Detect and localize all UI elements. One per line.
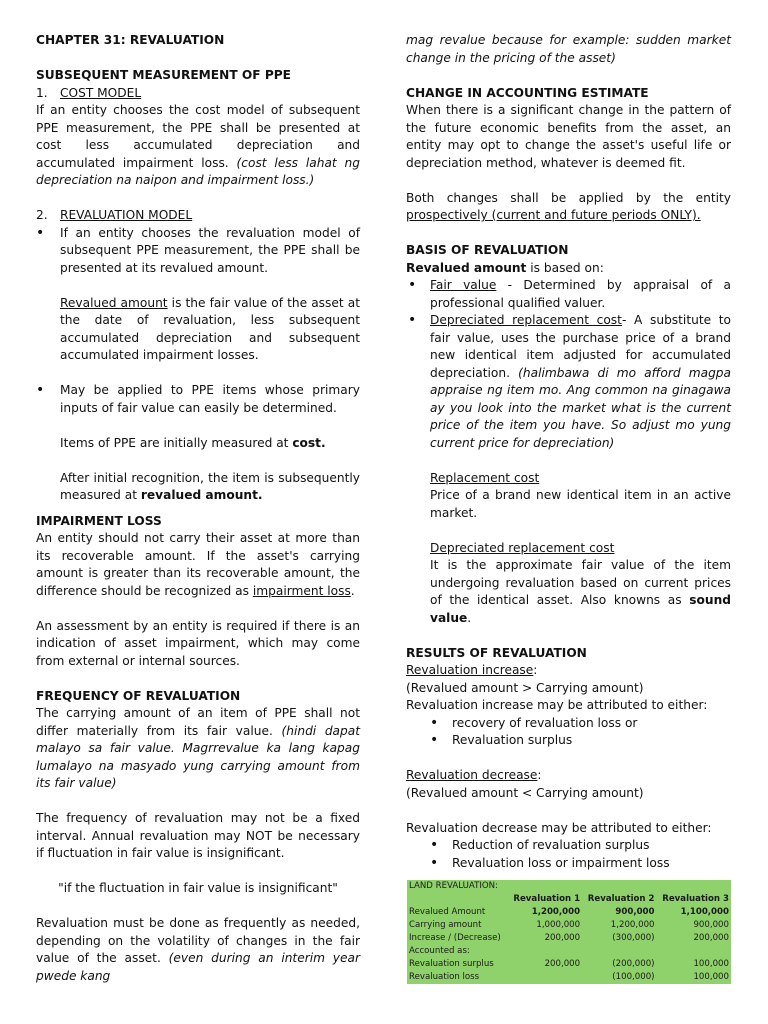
must-be-done-paragraph <box>36 915 360 985</box>
drc-term: Depreciated replacement cost <box>430 313 622 327</box>
frequency-paragraph-2: The frequency of revaluation may not be a fixed interval. Annual revaluation may NOT be necessary if fluctuation in fair value is insignificant. <box>36 811 360 860</box>
both-changes-text: Both changes shall be applied by the entity <box>406 190 731 205</box>
initial-measurement-text <box>36 435 360 453</box>
revalued-amount-def-text: is the fair value of the asset at the date of revaluation, less subsequent accumulated depreciation and subsequent accumulated impairment losses. <box>60 295 360 362</box>
impairment-loss-end: . <box>350 583 355 598</box>
cost-model-number: 1. <box>36 85 48 100</box>
table-row <box>407 971 731 984</box>
left-column <box>36 32 360 985</box>
cost-model-label: COST MODEL <box>60 85 142 100</box>
drc-definition-label: Depreciated replacement cost <box>430 540 615 555</box>
replacement-cost-label: Replacement cost <box>430 470 540 485</box>
drc-definition-text <box>406 557 731 627</box>
table-cell: 200,000 <box>544 959 581 969</box>
drc-note: (halimbawa di mo afford magpa appraise ng item mo. Ang common na ginagawa ay you look into the market what is the current price of the item you have. So adjust mo yung current price for depreciation) <box>430 365 732 450</box>
basis-intro <box>406 260 731 278</box>
table-cell <box>508 945 582 958</box>
revaluation-model-bullet-1: • If an entity chooses the revaluation model of subsequent PPE measurement, the PPE shall be presented at its revalued amount. <box>36 225 360 278</box>
table-cell <box>508 971 582 984</box>
table-row <box>407 932 731 945</box>
table-header-cell: Revaluation 1 <box>513 894 581 904</box>
basis-heading: BASIS OF REVALUATION <box>406 243 569 257</box>
drc-definition-end: . <box>467 610 472 625</box>
decrease-item: • Reduction of revaluation surplus <box>406 837 731 855</box>
increase-item: • Revaluation surplus <box>406 732 731 750</box>
table-cell: Increase / (Decrease) <box>409 933 501 943</box>
impairment-loss-text: An entity should not carry their asset at more than its recoverable amount. If the asset's carrying amount is greater than its recoverable amount, the difference should be recognized as <box>36 531 360 598</box>
table-cell: 1,100,000 <box>680 907 729 917</box>
decrease-attribution: Revaluation decrease may be attributed to either: <box>406 820 712 835</box>
drc-text: - A substitute to fair value, uses the purchase price of a brand new identical item adjusted for accumulated depreciation. <box>430 313 731 380</box>
basis-bold: Revalued amount <box>406 260 527 275</box>
revaluation-model-label: REVALUATION MODEL <box>60 208 193 222</box>
table-cell: (300,000) <box>612 933 655 943</box>
table-cell: Revalued Amount <box>409 907 486 917</box>
increase-colon: : <box>533 663 538 677</box>
table-cell: (100,000) <box>612 972 655 982</box>
drc-definition-term <box>406 540 731 558</box>
table-header-cell <box>407 893 508 906</box>
drc-definition-plain: It is the approximate fair value of the item undergoing revaluation based on current prices of the identical asset. Also knowns as <box>430 558 731 607</box>
table-cell: 200,000 <box>693 933 729 943</box>
table-cell: 1,000,000 <box>536 920 581 930</box>
basis-text: is based on: <box>526 260 604 275</box>
decrease-colon: : <box>537 768 542 782</box>
table-cell: Carrying amount <box>409 920 482 930</box>
impairment-loss-heading: IMPAIRMENT LOSS <box>36 513 162 528</box>
revalued-amount-definition <box>36 295 360 365</box>
revaluation-table <box>407 880 731 984</box>
chapter-title: CHAPTER 31: REVALUATION <box>36 33 225 47</box>
both-changes-paragraph <box>406 190 731 225</box>
table-cell: 200,000 <box>544 933 581 943</box>
must-be-done-text: Revaluation must be done as frequently as needed, depending on the volatility of changes in the fair value of the asset. <box>36 916 360 965</box>
must-be-done-note: (even during an interim year pwede kang <box>36 951 360 983</box>
both-changes-underlined: prospectively (current and future periods ONLY). <box>406 208 701 222</box>
assessment-paragraph: An assessment by an entity is required if there is an indication of asset impairment, which may come from external or internal sources. <box>36 618 360 668</box>
increase-label <box>406 662 731 680</box>
after-recognition-text <box>36 470 360 505</box>
replacement-cost-text: Price of a brand new identical item in an active market. <box>430 488 731 520</box>
initial-measurement-bold: cost. <box>292 435 326 450</box>
land-revaluation-table <box>407 880 731 984</box>
table-cell <box>657 945 731 958</box>
increase-condition: (Revalued amount > Carrying amount) <box>406 680 644 695</box>
table-title: LAND REVALUATION: <box>409 881 498 891</box>
depreciated-replacement-bullet <box>406 312 731 452</box>
table-cell: 1,200,000 <box>610 920 655 930</box>
revaluation-model-bullet-2: • May be applied to PPE items whose primary inputs of fair value can easily be determined. <box>36 382 360 417</box>
table-header-cell: Revaluation 3 <box>662 894 729 904</box>
replacement-cost-term <box>406 470 731 488</box>
table-row <box>407 945 731 958</box>
initial-measurement-plain: Items of PPE are initially measured at <box>60 435 293 450</box>
table-row <box>407 906 731 919</box>
table-cell: 900,000 <box>615 907 655 917</box>
impairment-loss-term: impairment loss <box>252 583 351 598</box>
quote-text: "if the fluctuation in fair value is insignificant" <box>58 881 338 895</box>
decrease-term: Revaluation decrease <box>406 768 538 782</box>
decrease-item: • Revaluation loss or impairment loss <box>406 855 731 873</box>
frequency-paragraph <box>36 705 360 793</box>
table-cell: 100,000 <box>693 972 729 982</box>
decrease-label <box>406 767 731 785</box>
change-estimate-heading: CHANGE IN ACCOUNTING ESTIMATE <box>406 85 649 100</box>
cost-model-note: (cost less lahat ng depreciation na naipon and impairment loss.) <box>36 155 360 187</box>
table-title-row <box>407 880 731 893</box>
table-cell: Revaluation surplus <box>409 959 494 969</box>
cost-model-text: If an entity chooses the cost model of subsequent PPE measurement, the PPE shall be presented at cost less accumulated depreciation and accumulated impairment loss. <box>36 103 360 170</box>
continued-note: mag revalue because for example: sudden market change in the pricing of the asset) <box>406 33 731 65</box>
table-cell: 1,200,000 <box>531 907 581 917</box>
table-header-row <box>407 893 731 906</box>
increase-item: • recovery of revaluation loss or <box>406 715 731 733</box>
results-heading: RESULTS OF REVALUATION <box>406 645 587 660</box>
revaluation-model-item <box>36 207 360 225</box>
increase-attribution: Revaluation increase may be attributed to either: <box>406 698 708 712</box>
frequency-heading: FREQUENCY OF REVALUATION <box>36 688 241 703</box>
impairment-loss-paragraph <box>36 530 360 600</box>
frequency-note: (hindi dapat malayo sa fair value. Magrrevalue ka lang kapag lumalayo na masyado yung carrying amount from its fair value) <box>36 723 361 790</box>
revalued-amount-term: Revalued amount <box>60 295 168 310</box>
table-header-cell: Revaluation 2 <box>587 894 655 904</box>
right-column <box>406 32 731 872</box>
increase-term: Revaluation increase <box>406 663 534 677</box>
fair-value-text: - Determined by appraisal of a professional qualified valuer. <box>430 278 731 310</box>
fair-value-bullet <box>406 277 731 312</box>
sound-value-bold: sound value <box>430 593 731 625</box>
table-row <box>407 958 731 971</box>
table-cell: Accounted as: <box>409 946 470 956</box>
cost-model-paragraph <box>36 102 360 190</box>
subsequent-measurement-heading: SUBSEQUENT MEASUREMENT OF PPE <box>36 68 292 82</box>
table-cell: 900,000 <box>693 920 729 930</box>
after-recognition-bold: revalued amount. <box>140 488 263 502</box>
revaluation-model-number: 2. <box>36 208 48 222</box>
table-cell <box>582 945 656 958</box>
decrease-condition: (Revalued amount < Carrying amount) <box>406 785 644 800</box>
after-recognition-plain: After initial recognition, the item is subsequently measured at <box>60 470 360 502</box>
frequency-text: The carrying amount of an item of PPE shall not differ materially from its fair value. <box>36 706 360 738</box>
change-estimate-paragraph: When there is a significant change in the pattern of the future economic benefits from the asset, an entity may opt to change the asset's useful life or depreciation method, whatever is deemed fit. <box>406 103 731 170</box>
cost-model-item <box>36 85 360 103</box>
table-cell: (200,000) <box>612 959 655 969</box>
table-row <box>407 919 731 932</box>
fair-value-term: Fair value <box>430 278 497 292</box>
table-cell: 100,000 <box>693 959 729 969</box>
table-cell: Revaluation loss <box>409 972 480 982</box>
